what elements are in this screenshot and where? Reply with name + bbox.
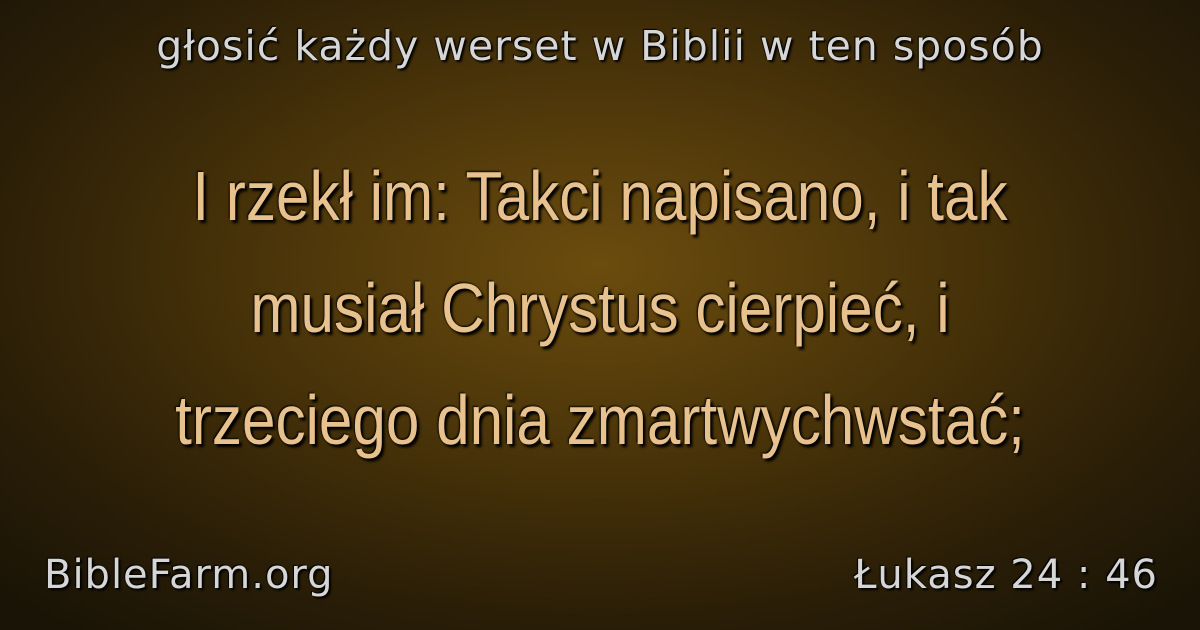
tagline: głosić każdy werset w Biblii w ten sposób [156, 22, 1044, 70]
verse-line: I rzekł im: Takci napisano, i tak [192, 157, 1008, 235]
site-name: BibleFarm.org [44, 552, 334, 598]
verse-line: trzeciego dnia zmartwychwstać; [175, 381, 1025, 459]
verse-text [136, 140, 1065, 476]
verse-line: musiał Chrystus cierpieć, i [250, 269, 950, 347]
verse-reference: Łukasz 24 : 46 [853, 552, 1158, 598]
